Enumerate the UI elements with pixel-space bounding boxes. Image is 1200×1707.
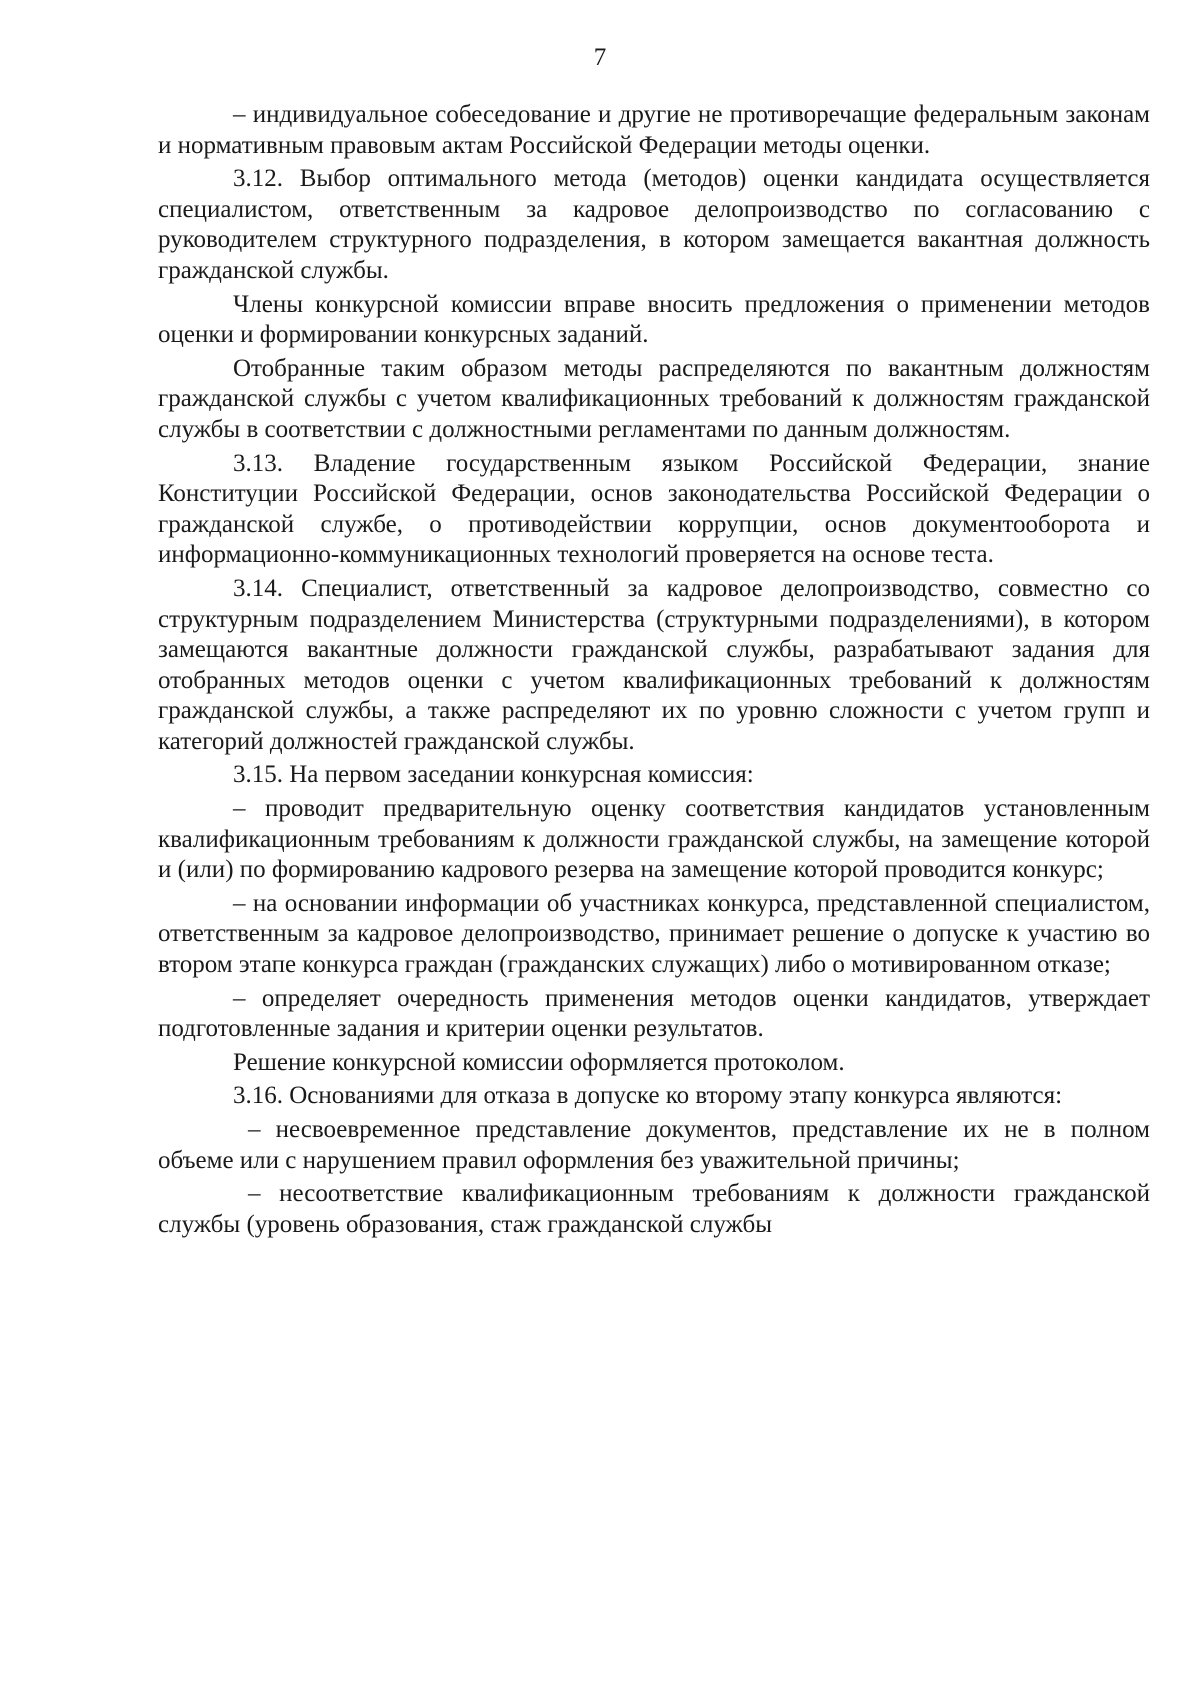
list-item-qualification-mismatch: – несоответствие квалификационным требованиям к должности гражданской службы (уровень образования, стаж гражданской службы	[158, 1180, 1150, 1238]
paragraph-interview-method: – индивидуальное собеседование и другие не противоречащие федеральным законам и нормативным правовым актам Российской Федерации методы оценки.	[158, 101, 1150, 159]
paragraph-3-16: 3.16. Основаниями для отказа в допуске ко второму этапу конкурса являются:	[233, 1082, 1063, 1110]
paragraph-methods-distribution: Отобранные таким образом методы распределяются по вакантным должностям гражданской службы с учетом квалификационных требований к должностям гражданской службы в соответствии с должностными регламентами по данным должностям.	[158, 354, 1150, 443]
list-item-method-order: – определяет очередность применения методов оценки кандидатов, утверждает подготовленные задания и критерии оценки результатов.	[158, 984, 1150, 1043]
document-body	[158, 100, 1150, 1243]
paragraph-decision-protocol: Решение конкурсной комиссии оформляется протоколом.	[233, 1048, 845, 1076]
list-item-late-documents: – несвоевременное представление документов, представление их не в полном объеме или с нарушением правил оформления без уважительной причины;	[158, 1116, 1150, 1174]
paragraph-3-13: 3.13. Владение государственным языком Российской Федерации, знание Конституции Российской Федерации, основ законодательства Российской Федерации о гражданской службе, о противодействии коррупции, основ документооборота и информационно-коммуникационных технологий проверяется на основе теста.	[158, 449, 1150, 569]
paragraph-3-15: 3.15. На первом заседании конкурсная комиссия:	[233, 761, 754, 789]
list-item-admission-decision: – на основании информации об участниках конкурса, представленной специалистом, ответственным за кадровое делопроизводство, принимает решение о допуске к участию во втором этапе конкурса граждан (гражданских служащих) либо о мотивированном отказе;	[158, 889, 1150, 979]
paragraph-3-12: 3.12. Выбор оптимального метода (методов) оценки кандидата осуществляется специалистом, ответственным за кадровое делопроизводство по согласованию с руководителем структурного подразделения, в котором замещается вакантная должность гражданской службы.	[158, 165, 1150, 284]
list-item-preliminary-assessment: – проводит предварительную оценку соответствия кандидатов установленным квалификационным требованиям к должности гражданской службы, на замещение которой и (или) по формированию кадрового резерва на замещение которой проводится конкурс;	[158, 795, 1150, 884]
paragraph-commission-proposals: Члены конкурсной комиссии вправе вносить предложения о применении методов оценки и формировании конкурсных заданий.	[158, 290, 1150, 349]
page-number: 7	[593, 44, 607, 71]
paragraph-3-14: 3.14. Специалист, ответственный за кадровое делопроизводство, совместно со структурным подразделением Министерства (структурными подразделениями), в котором замещаются вакантные должности гражданской службы, разрабатывают задания для отобранных методов оценки с учетом квалификационных требований к должностям гражданской службы, а также распределяют их по уровню сложности с учетом групп и категорий должностей гражданской службы.	[158, 574, 1150, 755]
